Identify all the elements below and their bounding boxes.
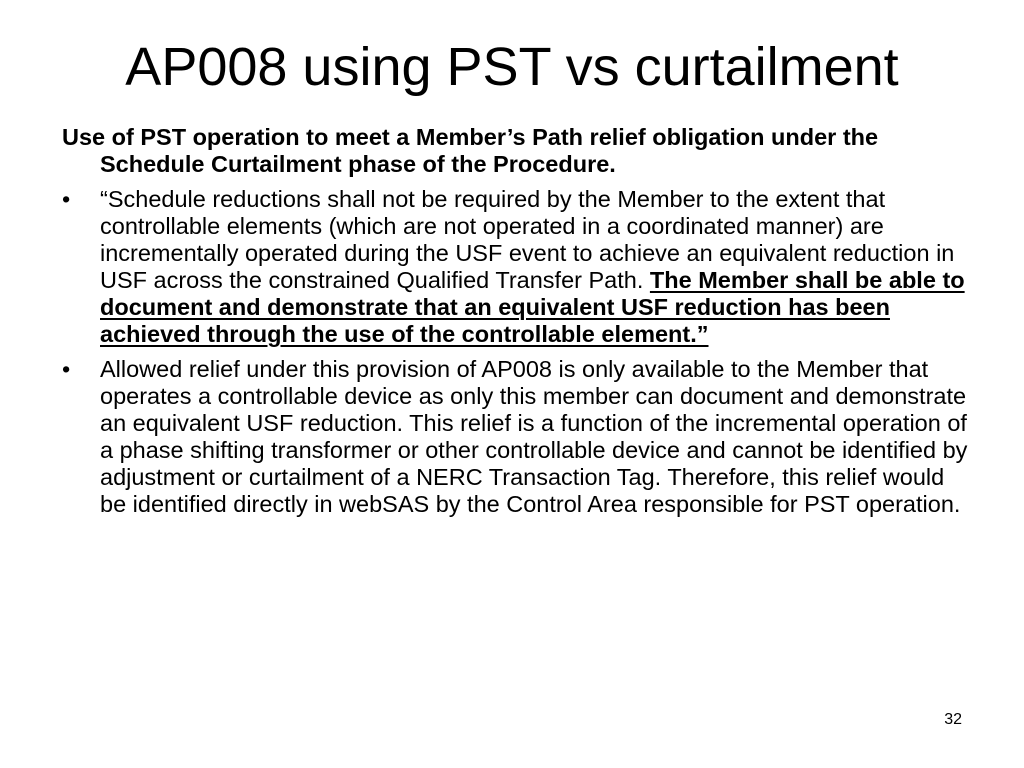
page-number: 32	[944, 711, 962, 728]
bullet-text: “Schedule reductions shall not be required by the Member to the extent that controllable elements (which are not operated in a coordinated manner) are incrementally operated during the USF event to achieve an equivalent reduction in USF across the constrained Qualified Transfer Path.	[100, 186, 955, 293]
slide-body	[62, 124, 972, 526]
bullet-text: Allowed relief under this provision of AP008 is only available to the Member that operates a controllable device as only this member can document and demonstrate an equivalent USF reduction. This relief is a function of the incremental operation of a phase shifting transformer or other controllable device and cannot be identified by adjustment or curtailment of a NERC Transaction Tag. Therefore, this relief would be identified directly in webSAS by the Control Area responsible for PST operation.	[100, 356, 968, 517]
bullet-marker: •	[62, 356, 71, 382]
slide-title: AP008 using PST vs curtailment	[125, 37, 899, 97]
bullet-emphasis-text: The Member shall be able to document and demonstrate that an equivalent USF reduction has been achieved through the use of the controllable element.”	[100, 267, 965, 347]
bullet-item-1	[62, 186, 972, 348]
intro-paragraph: Use of PST operation to meet a Member’s Path relief obligation under the Schedule Curtailment phase of the Procedure.	[62, 124, 879, 177]
bullet-item-2	[62, 356, 972, 518]
bullet-marker: •	[62, 186, 71, 212]
